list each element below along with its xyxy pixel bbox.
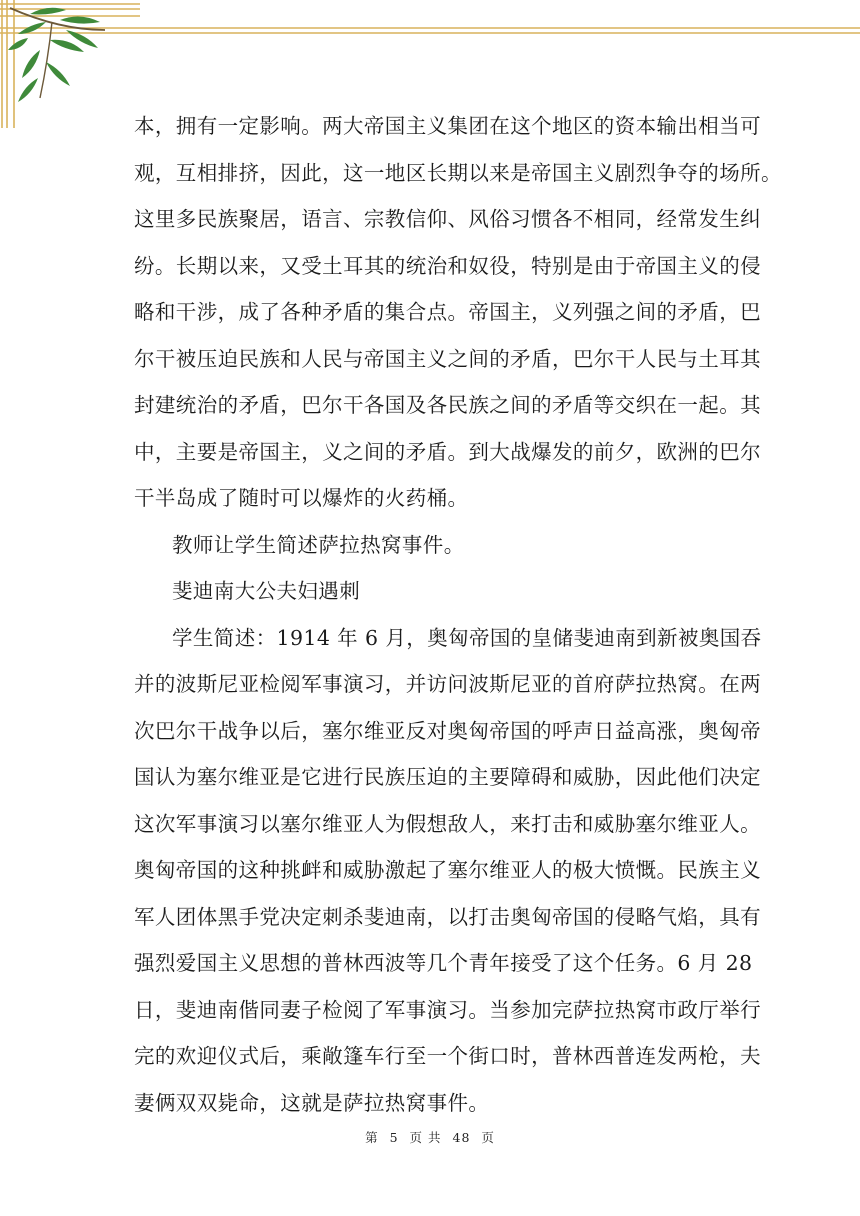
- text-line: 次巴尔干战争以后，塞尔维亚反对奥匈帝国的呼声日益高涨，奥匈帝: [134, 718, 761, 743]
- text-line: 干半岛成了随时可以爆炸的火药桶。: [134, 486, 469, 510]
- page-number: 5: [389, 1130, 399, 1145]
- paragraph-3: [134, 568, 730, 615]
- text-line: 奥匈帝国的这种挑衅和威胁激起了塞尔维亚人的极大愤慨。民族主义: [134, 858, 761, 882]
- text-line: 这次军事演习以塞尔维亚人为假想敌人，来打击和威胁塞尔维亚人。: [134, 811, 761, 836]
- bamboo-leaves: [8, 8, 100, 102]
- document-body: [134, 103, 782, 1126]
- text-line: 尔干被压迫民族和人民与帝国主义之间的矛盾，巴尔干人民与土耳其: [134, 346, 761, 371]
- text-line: 封建统治的矛盾，巴尔干各国及各民族之间的矛盾等交织在一起。其: [134, 393, 761, 417]
- text-line: 斐迪南大公夫妇遇刺: [172, 579, 361, 603]
- footer-suffix: 页: [481, 1130, 495, 1145]
- text-line: 并的波斯尼亚检阅军事演习，并访问波斯尼亚的首府萨拉热窝。在两: [134, 672, 761, 696]
- text-line: 强烈爱国主义思想的普林西波等几个青年接受了这个任务。6 月 28: [134, 951, 753, 975]
- text-line: 本，拥有一定影响。两大帝国主义集团在这个地区的资本输出相当可: [134, 114, 761, 138]
- text-line: 这里多民族聚居，语言、宗教信仰、风俗习惯各不相同，经常发生纠: [134, 207, 761, 231]
- text-line: 中，主要是帝国主，义之间的矛盾。到大战爆发的前夕，欧洲的巴尔: [134, 439, 761, 464]
- paragraph-4: [134, 615, 762, 1127]
- text-line: 纷。长期以来，又受土耳其的统治和奴役，特别是由于帝国主义的侵: [134, 253, 761, 278]
- text-line: 军人团体黑手党决定刺杀斐迪南，以打击奥匈帝国的侵略气焰，具有: [134, 904, 761, 929]
- text-line: 教师让学生简述萨拉热窝事件。: [172, 532, 465, 557]
- text-line: 日，斐迪南偕同妻子检阅了军事演习。当参加完萨拉热窝市政厅举行: [134, 997, 761, 1022]
- footer-middle: 页 共: [409, 1130, 442, 1145]
- text-line: 学生简述：1914 年 6 月，奥匈帝国的皇储斐迪南到新被奥国吞: [172, 625, 762, 650]
- text-line: 妻俩双双毙命，这就是萨拉热窝事件。: [134, 1090, 490, 1115]
- text-line: 完的欢迎仪式后，乘敞篷车行至一个街口时，普林西普连发两枪，夫: [134, 1044, 761, 1068]
- page-footer: [0, 1128, 860, 1146]
- text-line: 观，互相排挤，因此，这一地区长期以来是帝国主义剧烈争夺的场所。: [134, 160, 782, 185]
- text-line: 略和干涉，成了各种矛盾的集合点。帝国主，义列强之间的矛盾，巴: [134, 300, 761, 324]
- footer-prefix: 第: [365, 1130, 379, 1145]
- paragraph-2: [134, 522, 730, 569]
- paragraph-1: [134, 103, 782, 522]
- total-pages: 48: [452, 1130, 471, 1145]
- text-line: 国认为塞尔维亚是它进行民族压迫的主要障碍和威胁，因此他们决定: [134, 765, 761, 789]
